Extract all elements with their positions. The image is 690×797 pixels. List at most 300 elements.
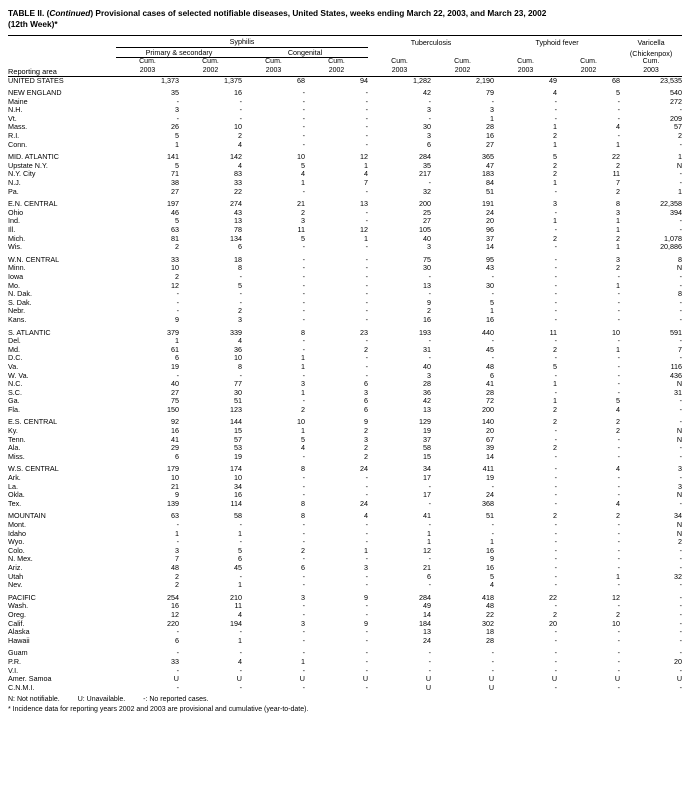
row-cell: 27	[486, 139, 495, 149]
row-area-label: Kans.	[8, 314, 27, 324]
row-cell: 16	[171, 601, 179, 611]
row-cell: -	[679, 545, 683, 555]
row-cell: 5	[175, 160, 179, 170]
row-cell: 21	[171, 481, 179, 491]
row-cell: 436	[670, 370, 683, 380]
row-cell: 6	[175, 451, 179, 461]
row-cell: 75	[423, 254, 432, 264]
row-cell: -	[302, 627, 305, 637]
row-cell: 53	[234, 443, 242, 453]
table-row	[8, 264, 682, 273]
row-cell: -	[302, 481, 305, 491]
row-cell: 41	[171, 434, 179, 444]
row-cell: -	[617, 537, 621, 547]
row-cell: -	[365, 242, 369, 252]
row-area-label: Nebr.	[8, 306, 26, 316]
row-cell: 6	[490, 370, 495, 380]
row-cell: 11	[234, 601, 242, 611]
row-cell: 6	[301, 562, 305, 572]
row-cell: 1	[301, 426, 305, 436]
row-cell: -	[554, 113, 558, 123]
row-cell: -	[365, 682, 369, 692]
row-cell: -	[365, 656, 369, 666]
row-cell: -	[617, 379, 621, 389]
row-cell: 272	[670, 96, 683, 106]
row-cell: 2	[175, 580, 179, 590]
row-cell: -	[617, 105, 621, 115]
row-cell: 28	[423, 379, 432, 389]
row-cell: 5	[238, 280, 242, 290]
row-cell: 3	[301, 592, 305, 602]
row-cell: -	[428, 113, 432, 123]
row-cell: 2	[678, 537, 683, 547]
row-cell: -	[302, 263, 305, 273]
table-row	[8, 243, 682, 252]
row-cell: 14	[423, 609, 432, 619]
row-area-label: Ala.	[8, 443, 21, 453]
row-cell: -	[491, 520, 495, 529]
row-cell: 3	[427, 242, 432, 252]
row-cell: -	[428, 656, 432, 666]
row-cell: -	[176, 96, 179, 106]
group-header-tuberculosis: Tuberculosis	[368, 36, 494, 48]
row-cell: 5	[238, 545, 242, 555]
row-cell: 3	[238, 314, 242, 324]
row-cell: -	[176, 297, 179, 307]
row-cell: 13	[423, 404, 432, 414]
row-cell: 5	[301, 434, 305, 444]
row-cell: 379	[167, 327, 179, 337]
row-cell: 411	[482, 464, 495, 474]
row-cell: 10	[171, 263, 179, 273]
row-cell: 40	[171, 379, 179, 389]
row-cell: -	[302, 571, 305, 581]
row-cell: N	[676, 490, 683, 500]
table-row	[8, 530, 682, 539]
row-cell: -	[554, 254, 558, 264]
row-cell: -	[554, 353, 558, 363]
table-row	[8, 637, 682, 646]
table-row	[8, 179, 682, 188]
table-body	[8, 76, 682, 692]
row-cell: 140	[482, 417, 495, 427]
row-cell: 2	[616, 511, 621, 521]
row-cell: -	[239, 571, 242, 581]
row-cell: U	[236, 674, 242, 684]
row-cell: -	[679, 105, 683, 115]
row-cell: -	[176, 648, 179, 658]
row-cell: 4	[616, 122, 621, 132]
row-cell: -	[679, 225, 683, 234]
row-cell: 5	[490, 297, 495, 307]
row-cell: 13	[234, 216, 242, 226]
row-area-label: Amer. Samoa	[8, 674, 52, 684]
row-cell: 30	[423, 122, 432, 132]
row-cell: 302	[482, 618, 495, 628]
row-area-label: N.C.	[8, 379, 23, 389]
row-cell: -	[617, 451, 621, 461]
row-cell: -	[302, 96, 305, 106]
row-cell: -	[239, 297, 242, 307]
row-cell: 220	[167, 618, 179, 628]
row-cell: 339	[230, 327, 242, 337]
row-cell: -	[302, 105, 305, 115]
row-cell: 92	[171, 417, 179, 427]
row-cell: 2	[553, 404, 558, 414]
row-cell: 1	[427, 528, 432, 538]
row-cell: 540	[670, 88, 683, 98]
row-cell: 1	[364, 160, 369, 170]
table-row	[8, 153, 682, 162]
row-cell: -	[554, 545, 558, 555]
row-cell: 6	[238, 554, 242, 564]
row-cell: 1	[364, 545, 369, 555]
colhead-4-l1: Cum.	[391, 58, 408, 65]
row-cell: 18	[234, 254, 242, 264]
row-area-label: V.I.	[8, 665, 19, 675]
row-area-label: S. Dak.	[8, 297, 32, 307]
table-row	[8, 675, 682, 684]
row-cell: 3	[678, 481, 683, 491]
row-cell: 1	[616, 242, 621, 252]
row-cell: 209	[670, 113, 683, 123]
row-cell: 1	[238, 528, 242, 538]
row-cell: -	[554, 648, 558, 658]
table-row	[8, 76, 682, 85]
subgroup-congenital: Congenital	[242, 48, 368, 58]
row-cell: 440	[482, 327, 495, 337]
row-cell: 5	[490, 571, 495, 581]
footnote-line-1	[8, 695, 682, 705]
row-cell: 368	[482, 498, 495, 508]
row-cell: -	[365, 635, 369, 645]
row-cell: -	[176, 306, 179, 316]
row-cell: N	[676, 160, 683, 170]
row-cell: 7	[364, 178, 369, 188]
group-header-typhoid: Typhoid fever	[494, 36, 620, 48]
row-cell: 33	[234, 178, 242, 188]
row-cell: 2	[678, 131, 683, 141]
row-cell: 5	[616, 396, 621, 406]
row-cell: 35	[423, 160, 432, 170]
row-cell: 1	[175, 336, 179, 346]
row-cell: 14	[486, 451, 495, 461]
row-cell: 10	[612, 327, 621, 337]
row-cell: -	[176, 370, 179, 380]
row-cell: 22	[549, 592, 558, 602]
row-cell: 16	[486, 562, 495, 572]
row-cell: -	[679, 473, 683, 483]
row-cell: -	[491, 271, 495, 281]
row-cell: 9	[364, 592, 369, 602]
row-cell: 12	[171, 280, 179, 290]
row-cell: 2	[238, 131, 242, 141]
row-cell: -	[491, 289, 495, 299]
row-cell: -	[617, 306, 621, 316]
table-row	[8, 453, 682, 462]
footnote-line-2: * Incidence data for reporting years 2002 and 2003 are provisional and cumulative (year-to-date).	[8, 705, 309, 713]
row-cell: 75	[171, 396, 179, 406]
row-area-label: NEW ENGLAND	[8, 88, 62, 98]
row-cell: 2	[616, 186, 621, 196]
row-cell: -	[491, 481, 495, 491]
row-area-label: Maine	[8, 96, 28, 106]
row-cell: -	[679, 178, 683, 188]
row-cell: 40	[423, 361, 432, 371]
row-cell: 39	[486, 443, 495, 453]
row-cell: -	[679, 618, 683, 628]
row-cell: 9	[364, 618, 369, 628]
row-cell: -	[365, 88, 369, 98]
row-cell: 67	[486, 434, 495, 444]
footnote-dash: -: No reported cases.	[143, 696, 209, 704]
row-area-label: PACIFIC	[8, 592, 36, 602]
row-cell: -	[302, 344, 305, 354]
row-cell: 4	[553, 88, 558, 98]
row-cell: -	[554, 490, 558, 500]
row-cell: 37	[486, 233, 495, 243]
table-row	[8, 594, 682, 603]
row-cell: 68	[557, 76, 620, 85]
row-cell: -	[176, 627, 179, 637]
row-cell: 1,373	[116, 76, 179, 85]
row-cell: -	[302, 609, 305, 619]
row-cell: 11	[612, 169, 621, 179]
row-area-label: N. Mex.	[8, 554, 33, 564]
row-cell: 5	[175, 216, 179, 226]
row-area-label: Miss.	[8, 451, 25, 461]
row-cell: 20	[486, 426, 495, 436]
row-cell: -	[365, 554, 369, 564]
row-cell: 2	[616, 160, 621, 170]
row-cell: 6	[175, 635, 179, 645]
row-cell: 96	[486, 225, 495, 234]
colhead-0-l2: 2003	[139, 67, 156, 74]
row-cell: 16	[171, 426, 179, 436]
row-cell: -	[491, 336, 495, 346]
row-cell: -	[428, 289, 432, 299]
table-row	[8, 188, 682, 197]
row-cell: 33	[171, 656, 179, 666]
table-row	[8, 444, 682, 453]
row-cell: 28	[486, 122, 495, 132]
row-cell: -	[428, 580, 432, 590]
row-cell: 95	[486, 254, 495, 264]
row-cell: 21	[297, 199, 305, 209]
table-row	[8, 547, 682, 556]
row-cell: 27	[171, 387, 179, 397]
row-cell: 3	[364, 434, 369, 444]
table-row	[8, 209, 682, 218]
row-cell: -	[617, 656, 621, 666]
row-area-label: N.J.	[8, 178, 21, 188]
row-cell: -	[679, 592, 683, 602]
table-row	[8, 573, 682, 582]
row-cell: -	[365, 280, 369, 290]
table-row	[8, 299, 682, 308]
table-row	[8, 465, 682, 474]
row-cell: -	[617, 562, 621, 572]
colhead-8-l2: 2003	[643, 67, 659, 74]
row-cell: -	[302, 122, 305, 132]
table-row	[8, 389, 682, 398]
row-cell: 19	[234, 451, 242, 461]
row-cell: U	[614, 674, 621, 684]
row-cell: 31	[423, 344, 432, 354]
row-cell: 51	[486, 186, 495, 196]
row-cell: -	[428, 498, 432, 508]
row-cell: N	[676, 426, 683, 436]
row-cell: 11	[297, 225, 305, 234]
row-cell: -	[302, 370, 305, 380]
table-row	[8, 273, 682, 282]
table-row	[8, 316, 682, 325]
row-cell: -	[679, 627, 683, 637]
row-cell: -	[302, 131, 305, 141]
row-cell: -	[491, 665, 495, 675]
row-cell: -	[617, 297, 621, 307]
row-cell: -	[302, 528, 305, 538]
row-area-label: N.H.	[8, 105, 23, 115]
row-cell: -	[554, 665, 558, 675]
row-cell: 8	[616, 199, 621, 209]
row-cell: -	[554, 498, 558, 508]
row-cell: -	[365, 297, 369, 307]
row-cell: -	[554, 601, 558, 611]
row-cell: -	[554, 554, 558, 564]
row-cell: 34	[674, 511, 683, 521]
row-cell: 32	[674, 571, 683, 581]
row-cell: N	[676, 528, 683, 538]
row-cell: 144	[230, 417, 242, 427]
row-cell: -	[679, 216, 683, 226]
row-area-label: Guam	[8, 648, 28, 658]
row-cell: -	[617, 353, 621, 363]
row-cell: 13	[360, 199, 369, 209]
row-cell: 20	[674, 656, 683, 666]
row-cell: 2	[175, 271, 179, 281]
row-cell: 1	[616, 225, 621, 234]
row-cell: 4	[301, 169, 305, 179]
row-cell: 1	[427, 537, 432, 547]
row-area-label: Colo.	[8, 545, 25, 555]
row-cell: 6	[364, 396, 369, 406]
row-cell: 16	[486, 545, 495, 555]
row-cell: -	[365, 601, 369, 611]
row-cell: 2	[175, 242, 179, 252]
row-area-label: Nev.	[8, 580, 23, 590]
row-cell: -	[365, 580, 369, 590]
row-cell: -	[554, 297, 558, 307]
row-cell: -	[554, 537, 558, 547]
row-cell: 5	[301, 160, 305, 170]
row-cell: -	[239, 627, 242, 637]
row-cell: 14	[486, 242, 495, 252]
table-row	[8, 226, 682, 235]
row-cell: -	[302, 88, 305, 98]
row-area-label: W.N. CENTRAL	[8, 254, 60, 264]
row-cell: -	[302, 635, 305, 645]
row-cell: -	[617, 443, 621, 453]
row-cell: 4	[616, 498, 621, 508]
row-cell: 9	[490, 554, 495, 564]
row-area-label: C.N.M.I.	[8, 682, 35, 692]
row-cell: 34	[423, 464, 432, 474]
row-cell: -	[302, 336, 305, 346]
row-cell: 12	[360, 152, 369, 162]
row-cell: -	[302, 580, 305, 590]
colhead-1-l2: 2002	[202, 67, 219, 74]
row-cell: 2	[616, 417, 621, 427]
row-cell: 57	[674, 122, 683, 132]
table-row	[8, 141, 682, 150]
table-row	[8, 115, 682, 124]
table-row	[8, 380, 682, 389]
row-cell: 24	[360, 498, 369, 508]
row-cell: -	[679, 280, 683, 290]
row-cell: 23,535	[620, 76, 682, 85]
row-cell: 4	[364, 511, 369, 521]
row-cell: 1,375	[179, 76, 242, 85]
row-cell: 4	[238, 139, 242, 149]
row-cell: -	[302, 280, 305, 290]
row-cell: 24	[360, 464, 369, 474]
row-cell: -	[554, 242, 558, 252]
row-cell: 35	[171, 88, 179, 98]
table-row	[8, 491, 682, 500]
row-cell: -	[679, 404, 683, 414]
row-cell: 4	[616, 404, 621, 414]
row-cell: 2	[364, 426, 369, 436]
row-cell: -	[554, 105, 558, 115]
row-cell: -	[679, 498, 683, 508]
row-cell: 6	[427, 571, 432, 581]
row-cell: -	[679, 665, 683, 675]
table-row	[8, 337, 682, 346]
row-cell: 8	[301, 464, 305, 474]
row-cell: 10	[297, 152, 305, 162]
row-cell: -	[617, 490, 621, 500]
table-row	[8, 684, 682, 693]
table-row	[8, 436, 682, 445]
row-cell: 45	[234, 562, 242, 572]
row-cell: -	[554, 580, 558, 590]
row-cell: 2	[616, 263, 621, 273]
row-cell: -	[679, 353, 683, 363]
row-cell: 184	[419, 618, 432, 628]
row-cell: -	[239, 105, 242, 115]
row-cell: -	[491, 656, 495, 666]
table-row	[8, 406, 682, 415]
row-area-label: W. Va.	[8, 370, 29, 380]
header-col-row-2	[8, 67, 682, 77]
row-area-label: Conn.	[8, 139, 28, 149]
row-cell: -	[428, 648, 432, 658]
row-area-label: Wash.	[8, 601, 29, 611]
row-cell: 284	[419, 152, 432, 162]
row-cell: 8	[238, 361, 242, 371]
row-cell: -	[428, 96, 432, 106]
row-cell: 13	[423, 627, 432, 637]
row-cell: -	[679, 682, 683, 692]
row-cell: -	[239, 648, 242, 658]
row-area-label: Vt.	[8, 113, 17, 123]
colhead-6-l2: 2003	[517, 67, 534, 74]
row-cell: 3	[490, 105, 495, 115]
reporting-area-header: Reporting area	[8, 66, 57, 76]
row-cell: -	[554, 627, 558, 637]
row-cell: -	[302, 139, 305, 149]
